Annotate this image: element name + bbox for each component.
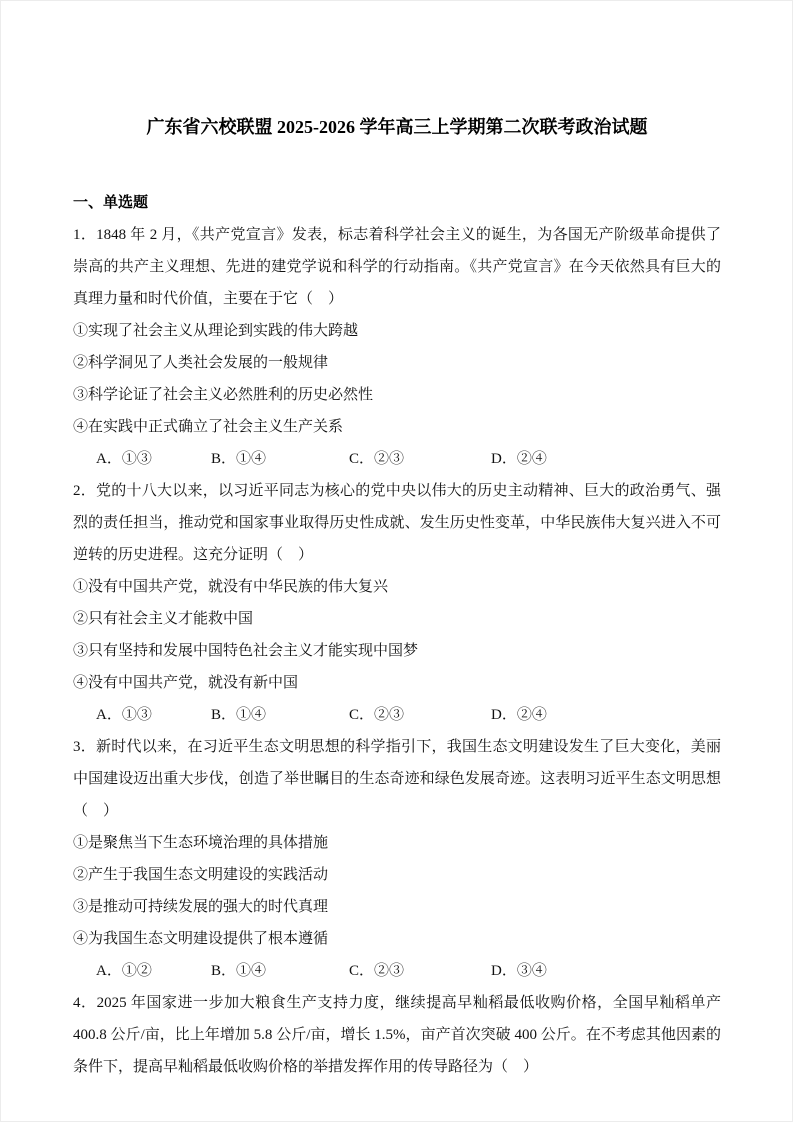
- question-3-statement-3: ③是推动可持续发展的强大的时代真理: [73, 899, 329, 915]
- question-4-stem: 4．2025 年国家进一步加大粮食生产支持力度，继续提高早籼稻最低收购价格，全国早籼稻单产 400.8 公斤/亩，比上年增加 5.8 公斤/亩，增长 1.5%，亩产首次突破 400 公斤。在不考虑其他因素的条件下，提高早籼稻最低收购价格的举措发挥作用的传导路径为（ ）: [73, 995, 721, 1075]
- question-2-statement-2: ②只有社会主义才能救中国: [73, 611, 254, 627]
- question-1: [73, 219, 721, 475]
- question-3-option-c: C．②③: [349, 963, 405, 979]
- question-1-options-row: [73, 443, 721, 475]
- question-2-option-b: B．①④: [211, 707, 267, 723]
- question-3-option-d: D．③④: [491, 963, 547, 979]
- question-1-statement-2: ②科学洞见了人类社会发展的一般规律: [73, 355, 329, 371]
- question-4: [73, 987, 721, 1083]
- question-1-stem: 1．1848 年 2 月，《共产党宣言》发表，标志着科学社会主义的诞生，为各国无产阶级革命提供了崇高的共产主义理想、先进的建党学说和科学的行动指南。《共产党宣言》在今天依然具有巨大的真理力量和时代价值，主要在于它（ ）: [73, 227, 721, 307]
- question-1-statement-3: ③科学论证了社会主义必然胜利的历史必然性: [73, 387, 374, 403]
- question-2-statement-3: ③只有坚持和发展中国特色社会主义才能实现中国梦: [73, 643, 419, 659]
- question-3-statement-4: ④为我国生态文明建设提供了根本遵循: [73, 931, 329, 947]
- question-2-statement-4: ④没有中国共产党，就没有新中国: [73, 675, 299, 691]
- question-1-option-b: B．①④: [211, 451, 267, 467]
- question-3-stem: 3．新时代以来，在习近平生态文明思想的科学指引下，我国生态文明建设发生了巨大变化，美丽中国建设迈出重大步伐，创造了举世瞩目的生态奇迹和绿色发展奇迹。这表明习近平生态文明思想（ ）: [73, 739, 721, 819]
- question-2-option-c: C．②③: [349, 707, 405, 723]
- question-1-option-a: A．①③: [96, 451, 152, 467]
- question-3-option-b: B．①④: [211, 963, 267, 979]
- question-1-option-c: C．②③: [349, 451, 405, 467]
- question-2-option-d: D．②④: [491, 707, 547, 723]
- question-3-options-row: [73, 955, 721, 987]
- question-3-statement-1: ①是聚焦当下生态环境治理的具体措施: [73, 835, 329, 851]
- question-3-statement-2: ②产生于我国生态文明建设的实践活动: [73, 867, 329, 883]
- page-title: 广东省六校联盟 2025-2026 学年高三上学期第二次联考政治试题: [146, 117, 648, 137]
- question-1-option-d: D．②④: [491, 451, 547, 467]
- question-2: [73, 475, 721, 731]
- question-2-options-row: [73, 699, 721, 731]
- section-heading: 一、单选题: [73, 195, 149, 211]
- question-2-option-a: A．①③: [96, 707, 152, 723]
- question-1-statement-1: ①实现了社会主义从理论到实践的伟大跨越: [73, 323, 359, 339]
- question-1-statement-4: ④在实践中正式确立了社会主义生产关系: [73, 419, 344, 435]
- question-3-option-a: A．①②: [96, 963, 152, 979]
- question-2-statement-1: ①没有中国共产党，就没有中华民族的伟大复兴: [73, 579, 389, 595]
- question-3: [73, 731, 721, 987]
- question-2-stem: 2．党的十八大以来，以习近平同志为核心的党中央以伟大的历史主动精神、巨大的政治勇气、强烈的责任担当，推动党和国家事业取得历史性成就、发生历史性变革，中华民族伟大复兴进入不可逆转的历史进程。这充分证明（ ）: [73, 483, 721, 563]
